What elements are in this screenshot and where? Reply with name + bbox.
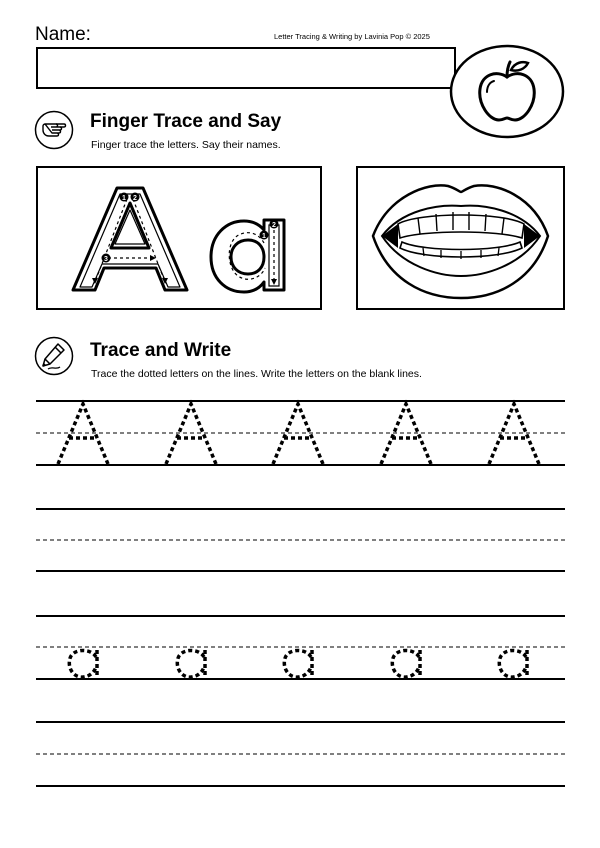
dotted-letter-lowercase-text: a	[407, 676, 408, 677]
dotted-letter-lowercase-1	[69, 650, 97, 678]
section-title-trace: Trace and Write	[90, 340, 232, 361]
dotted-letter-lowercase-text: a	[514, 676, 515, 677]
name-label: Name:	[35, 24, 91, 45]
dotted-letter-uppercase-text: A	[83, 463, 84, 464]
dotted-letter-lowercase-text: a	[84, 676, 85, 677]
dotted-letter-uppercase-3	[273, 404, 323, 464]
line-group-lowercase-trace[interactable]	[36, 616, 565, 679]
section-subtitle-trace: Trace the dotted letters on the lines. Write the letters on the blank lines.	[91, 368, 422, 380]
dotted-letter-lowercase-5	[499, 650, 527, 678]
dotted-letter-uppercase-text: A	[298, 463, 299, 464]
dotted-letter-uppercase-text: A	[406, 463, 407, 464]
svg-text:2: 2	[272, 222, 276, 229]
line-group-lowercase-blank[interactable]	[36, 722, 565, 786]
dotted-letter-uppercase-4	[381, 404, 431, 464]
line-group-uppercase-blank[interactable]	[36, 509, 565, 571]
svg-text:2: 2	[133, 195, 137, 202]
dotted-letter-uppercase-5	[489, 404, 539, 464]
section-subtitle-finger: Finger trace the letters. Say their names.	[91, 139, 281, 151]
dotted-letter-lowercase-text: a	[192, 676, 193, 677]
dotted-letter-uppercase-1	[58, 404, 108, 464]
svg-text:1: 1	[262, 233, 266, 240]
dotted-letter-uppercase-text: A	[514, 463, 515, 464]
credit-text: Letter Tracing & Writing by Lavinia Pop © 2025	[274, 32, 430, 41]
section-title-finger: Finger Trace and Say	[90, 111, 282, 132]
dotted-letter-uppercase-text: A	[191, 463, 192, 464]
svg-text:1: 1	[122, 195, 126, 202]
dotted-letter-uppercase-2	[166, 404, 216, 464]
svg-text:3: 3	[104, 256, 108, 263]
dotted-letter-lowercase-text: a	[299, 676, 300, 677]
dotted-letter-lowercase-3	[284, 650, 312, 678]
dotted-letter-lowercase-2	[177, 650, 205, 678]
dotted-letter-lowercase-4	[392, 650, 420, 678]
